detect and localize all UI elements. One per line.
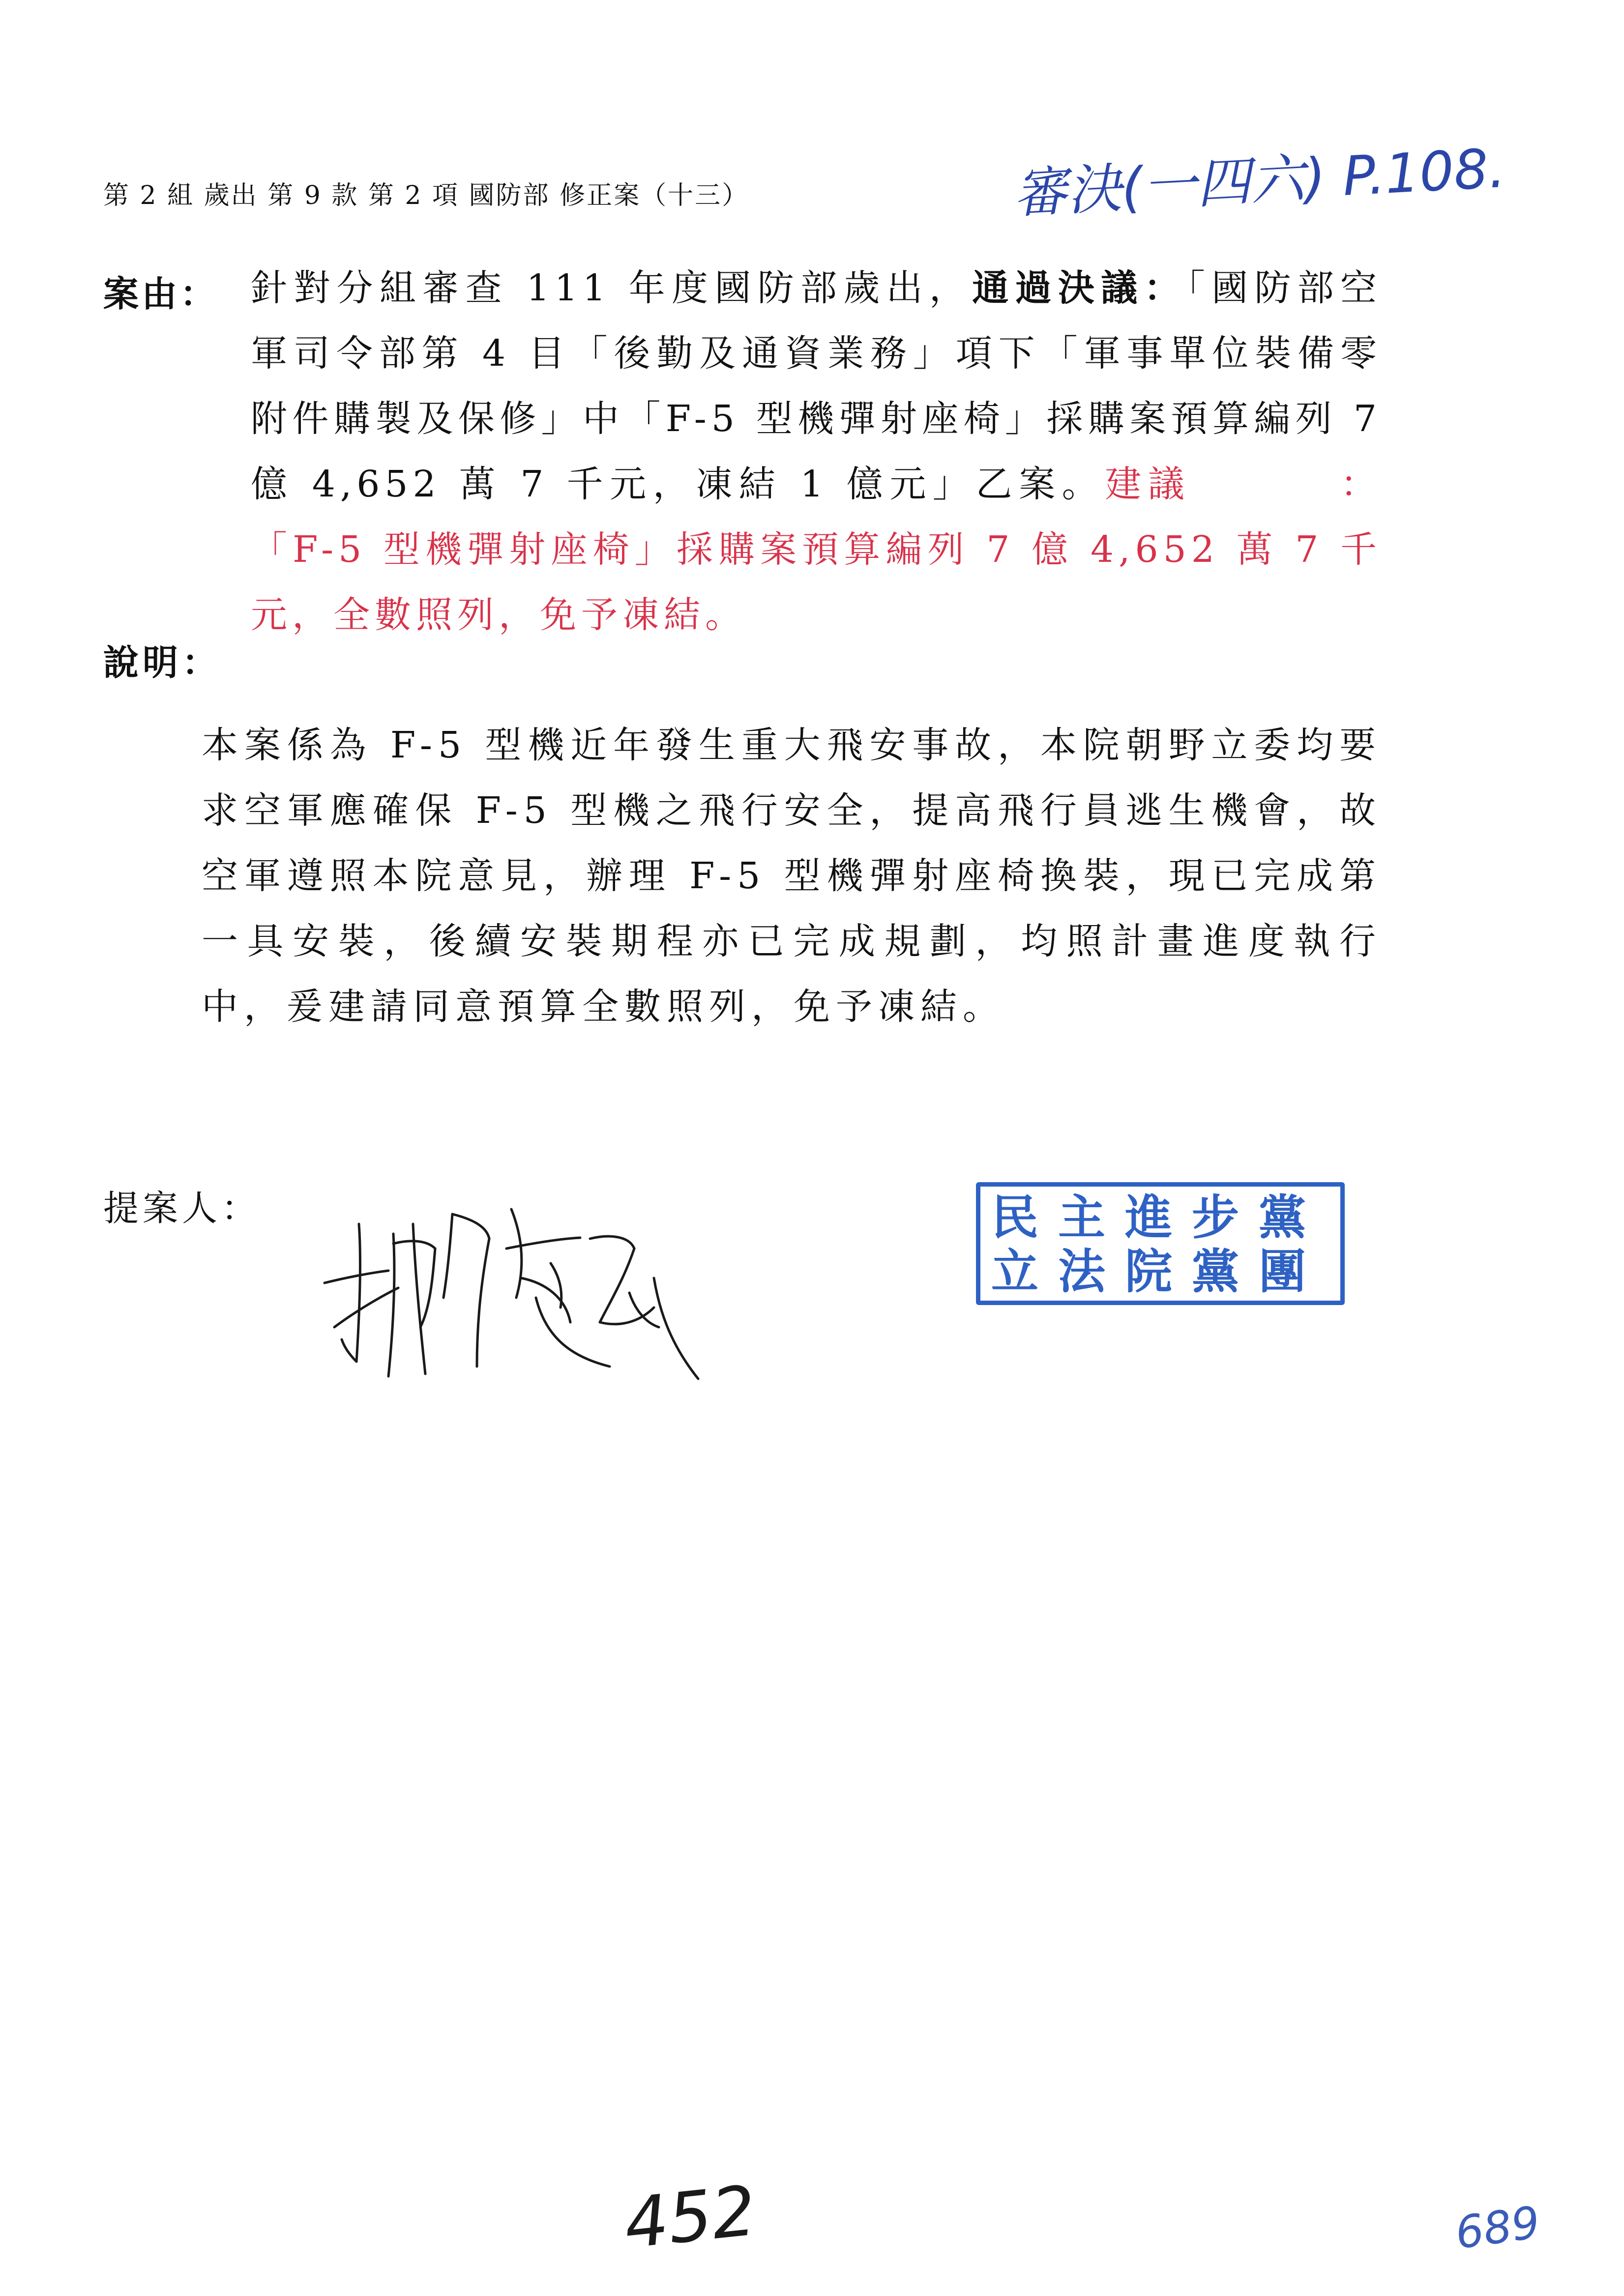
stamp-line-1: 民主進步黨 [991,1190,1326,1245]
suggestion-text: ：「F-5 型機彈射座椅」採購案預算編列 7 億 4,652 萬 7 千元，全數照列，免予凍結。 [251,463,1382,636]
handwritten-annotation: 審決(一四六) P.108. [1011,136,1507,226]
description-label: 說明： [103,641,222,683]
stamp-line-2: 立法院黨團 [991,1244,1326,1299]
page-number: 452 [620,2171,760,2265]
description-text: 本案係為 F-5 型機近年發生重大飛安事故，本院朝野立委均要求空軍應確保 F-5 型機之飛行安全，提高飛行員逃生機會，故空軍遵照本院意見，辦理 F-5 型機彈射座椅換裝，現已完成第一具安裝，後續安裝期程亦已完成規劃，均照計畫進度執行中，爰建請同意預算全數照列，免予凍結。 [202,724,1382,1028]
corner-number: 689 [1452,2196,1543,2260]
suggestion-label: 建議 [1105,463,1191,505]
document-header: 第 2 組 歲出 第 9 款 第 2 項 國防部 修正案（十三） [103,181,749,210]
case-text-a: 針對分組審查 111 年度國防部歲出， [251,267,973,309]
case-text [251,256,1382,648]
case-text-b: 「國防部空軍司令部第 4 目「後勤及通資業務」項下「軍事單位裝備零附件購製及保修」中「F-5 型機彈射座椅」採購案預算編列 7 億 4,652 萬 7 千元，凍結 1 億元」乙案。 [251,267,1382,505]
handwritten-signature [315,1180,708,1386]
proposer-label: 提案人： [103,1188,261,1229]
party-stamp [976,1182,1345,1305]
case-label: 案由： [103,273,219,315]
case-text-bold: 通過決議： [972,267,1187,309]
